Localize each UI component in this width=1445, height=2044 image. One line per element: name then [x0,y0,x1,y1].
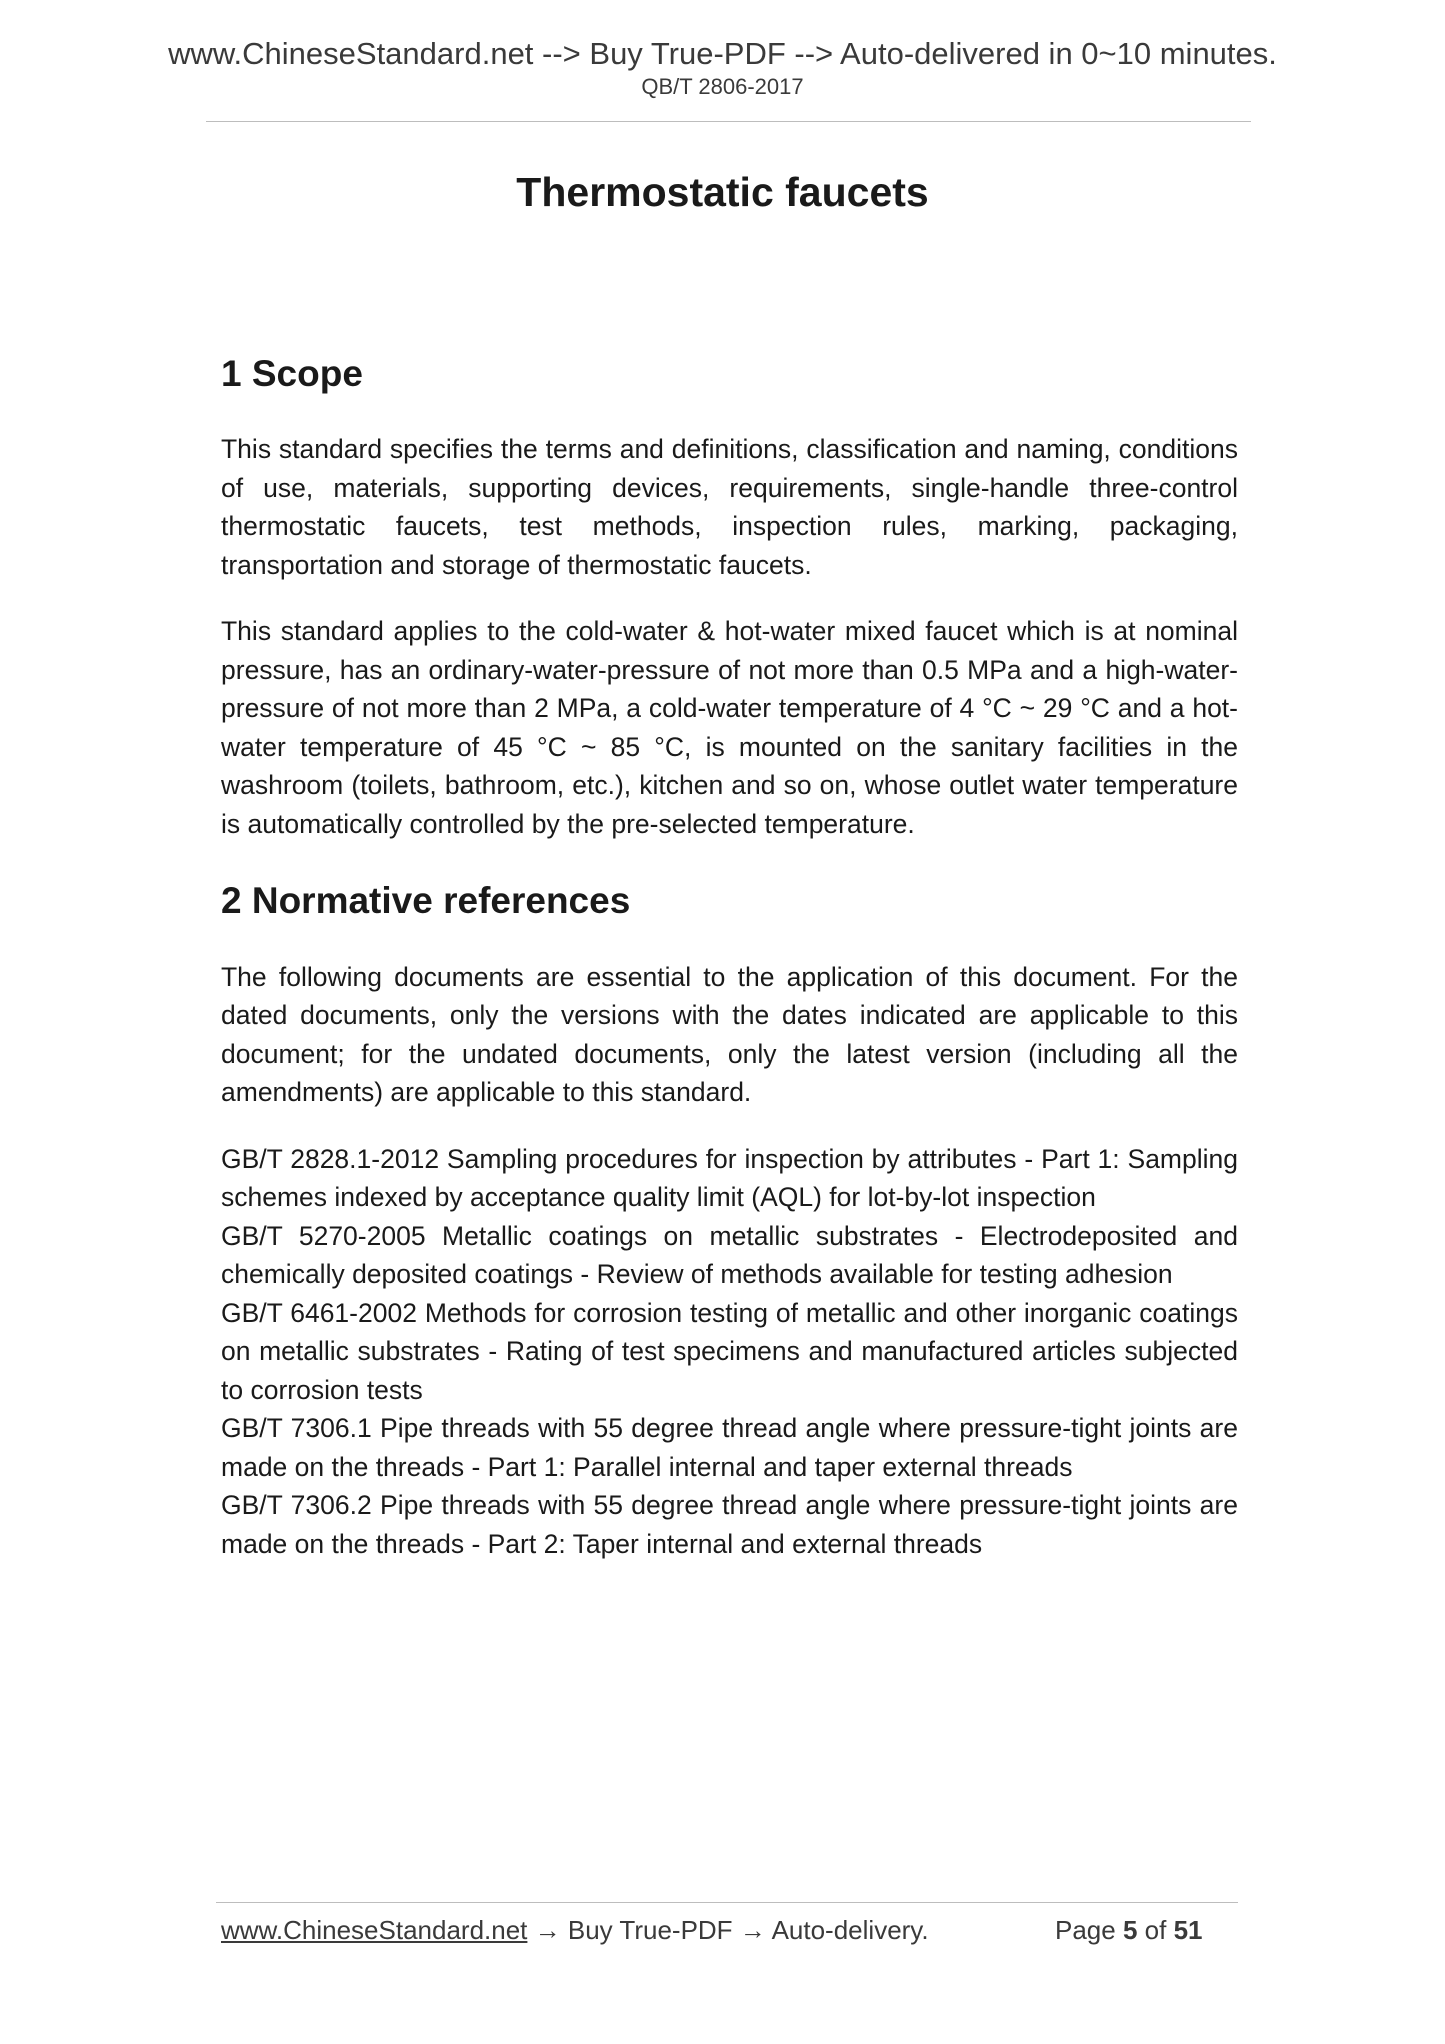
page-indicator [1055,1917,1203,1943]
reference-item: GB/T 7306.2 Pipe threads with 55 degree thread angle where pressure-tight joints are made on the threads - Part 2: Taper internal and external threads [221,1490,1238,1559]
reference-list [221,1140,1238,1564]
reference-item: GB/T 6461-2002 Methods for corrosion testing of metallic and other inorganic coatings on metallic substrates - Rating of test specimens and manufactured articles subjected to corrosion tests [221,1297,1238,1405]
reference-item: GB/T 5270-2005 Metallic coatings on metallic substrates - Electrodeposited and chemically deposited coatings - Review of methods available for testing adhesion [221,1220,1238,1290]
reference-item: GB/T 7306.1 Pipe threads with 55 degree thread angle where pressure-tight joints are made on the threads - Part 1: Parallel internal and taper external threads [221,1413,1238,1482]
footer-site-link[interactable]: www.ChineseStandard.net [221,1915,528,1945]
section-heading-scope: 1 Scope [221,353,363,394]
page-total: 51 [1173,1915,1203,1945]
document-title: Thermostatic faucets [516,169,929,215]
header-divider [206,121,1251,122]
footer-divider [216,1902,1238,1903]
scope-paragraph-2: This standard applies to the cold-water & hot-water mixed faucet which is at nominal pressure, has an ordinary-water-pressure of not more than 0.5 MPa and a high-water-pressure of not more than 2 MPa, a cold-water temperature of 4 °C ~ 29 °C and a hot-water temperature of 45 °C ~ 85 °C, is mounted on the sanitary facilities in the washroom (toilets, bathroom, etc.), kitchen and so on, whose outlet water temperature is automatically controlled by the pre-selected temperature. [221,616,1238,839]
footer-promo-text: → Buy True-PDF → Auto-delivery. [527,1915,929,1945]
section-heading-references: 2 Normative references [221,880,631,922]
page-label: Page [1055,1915,1116,1945]
standard-code: QB/T 2806-2017 [641,74,804,99]
of-label: of [1144,1915,1167,1945]
footer-promo [221,1917,929,1943]
scope-paragraph-1: This standard specifies the terms and definitions, classification and naming, conditions of use, materials, supporting devices, requirements, single-handle three-control thermostatic faucets, test methods, inspection rules, marking, packaging, transportation and storage of thermostatic faucets. [221,434,1238,580]
page-number: 5 [1122,1915,1138,1945]
document-body [221,352,1238,1563]
reference-item: GB/T 2828.1-2012 Sampling procedures for inspection by attributes - Part 1: Sampling schemes indexed by acceptance quality limit (AQL) for lot-by-lot inspection [221,1143,1238,1213]
references-intro: The following documents are essential to the application of this document. For the dated documents, only the versions with the dates indicated are applicable to this document; for the undated documents, only the latest version (including all the amendments) are applicable to this standard. [221,961,1238,1108]
header-banner: www.ChineseStandard.net --> Buy True-PDF --> Auto-delivered in 0~10 minutes. [168,36,1277,71]
